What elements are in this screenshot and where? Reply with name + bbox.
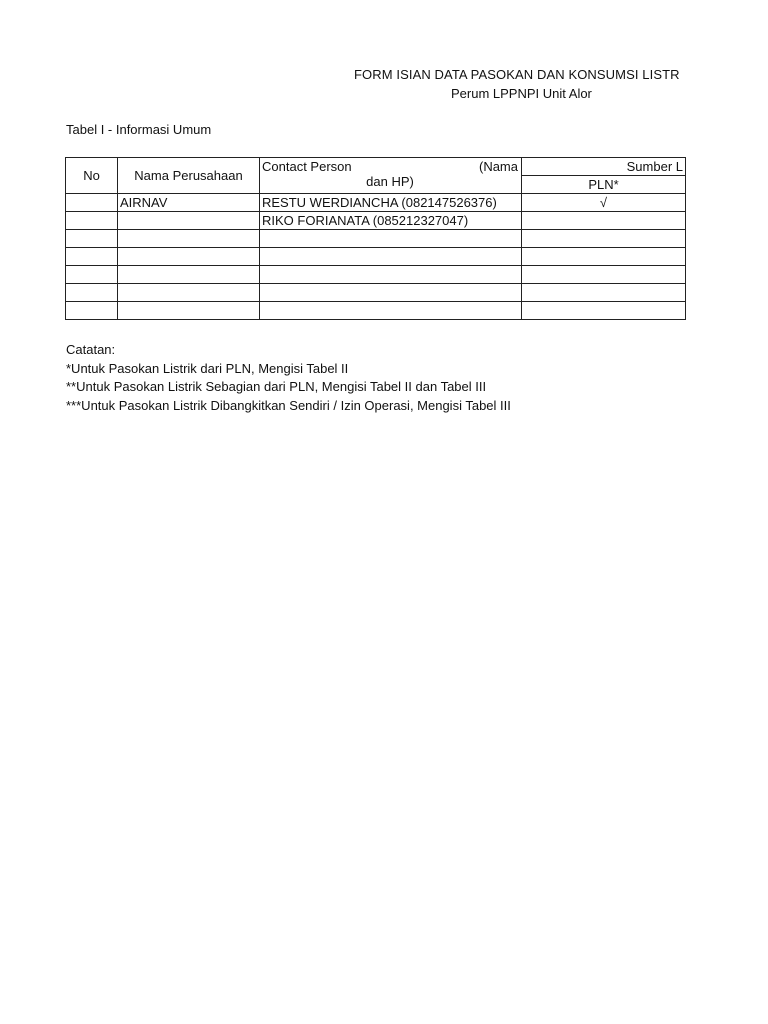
cell-pln — [522, 284, 686, 302]
cell-contact: RIKO FORIANATA (085212327047) — [260, 212, 522, 230]
cell-contact — [260, 248, 522, 266]
table-body — [66, 194, 686, 320]
cell-contact — [260, 284, 522, 302]
header-company: Nama Perusahaan — [118, 158, 260, 194]
cell-contact — [260, 230, 522, 248]
cell-contact: RESTU WERDIANCHA (082147526376) — [260, 194, 522, 212]
cell-company — [118, 302, 260, 320]
form-subtitle: Perum LPPNPI Unit Alor — [451, 86, 592, 101]
table-row — [66, 284, 686, 302]
table-row — [66, 302, 686, 320]
cell-contact — [260, 266, 522, 284]
header-contact-part2: (Nama — [478, 159, 518, 174]
header-source-group: Sumber L — [522, 158, 686, 176]
cell-company: AIRNAV — [118, 194, 260, 212]
note-item: *Untuk Pasokan Listrik dari PLN, Mengisi Tabel II — [66, 360, 349, 376]
notes-heading: Catatan: — [66, 342, 116, 357]
cell-no — [66, 302, 118, 320]
cell-no — [66, 230, 118, 248]
cell-no — [66, 284, 118, 302]
table-row — [66, 230, 686, 248]
cell-no — [66, 194, 118, 212]
note-item: ***Untuk Pasokan Listrik Dibangkitkan Sendiri / Izin Operasi, Mengisi Tabel III — [66, 397, 511, 413]
header-pln: PLN* — [522, 176, 686, 194]
cell-contact — [260, 302, 522, 320]
cell-company — [118, 284, 260, 302]
header-contact-part1: Contact Person — [262, 159, 352, 174]
table-row — [66, 248, 686, 266]
cell-pln — [522, 230, 686, 248]
cell-company — [118, 248, 260, 266]
cell-pln: √ — [522, 194, 686, 212]
cell-company — [118, 212, 260, 230]
header-contact-part3: dan HP) — [366, 174, 414, 189]
notes-block — [66, 341, 511, 415]
table-row — [66, 212, 686, 230]
table-section-label: Tabel I - Informasi Umum — [66, 122, 212, 137]
cell-pln — [522, 302, 686, 320]
table-row — [66, 194, 686, 212]
cell-pln — [522, 266, 686, 284]
note-item: **Untuk Pasokan Listrik Sebagian dari PLN, Mengisi Tabel II dan Tabel III — [66, 379, 487, 394]
cell-no — [66, 248, 118, 266]
form-title: FORM ISIAN DATA PASOKAN DAN KONSUMSI LISTR — [354, 67, 680, 82]
cell-no — [66, 266, 118, 284]
cell-no — [66, 212, 118, 230]
cell-company — [118, 266, 260, 284]
header-contact-person — [260, 158, 522, 194]
table-row — [66, 266, 686, 284]
cell-pln — [522, 212, 686, 230]
header-no: No — [66, 158, 118, 194]
cell-pln — [522, 248, 686, 266]
cell-company — [118, 230, 260, 248]
general-info-table — [65, 157, 686, 320]
table-header-row — [66, 158, 686, 176]
